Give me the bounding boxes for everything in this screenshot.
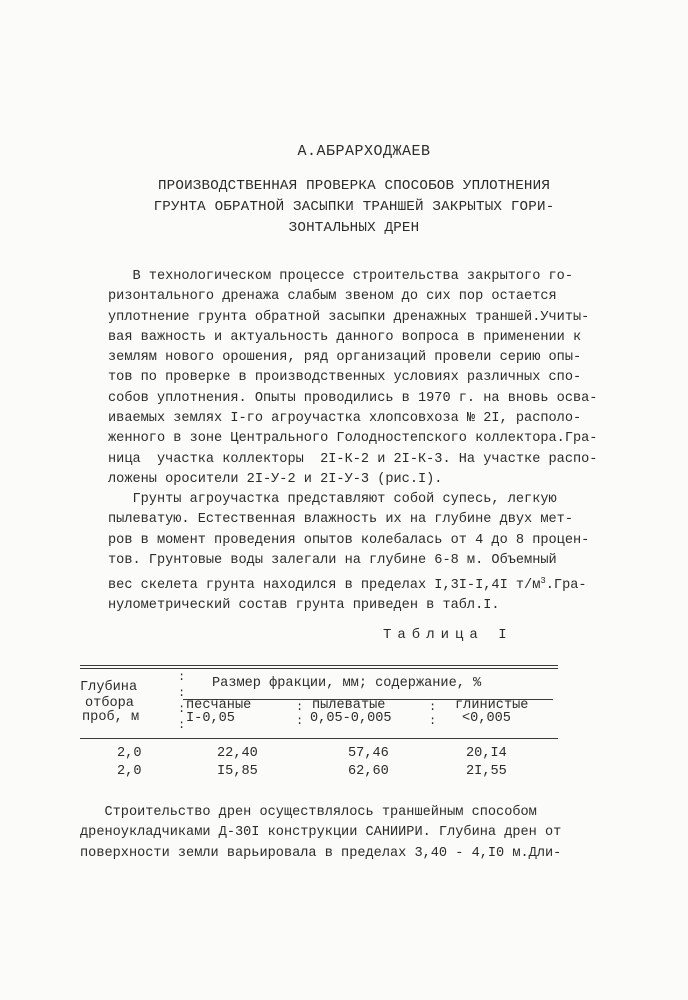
text-line: иваемых землях I-го агроучастка хлопсовхоза № 2I, располо- <box>108 411 582 427</box>
title-line: ПРОИЗВОДСТВЕННАЯ ПРОВЕРКА СПОСОБОВ УПЛОТНЕНИЯ <box>157 178 551 194</box>
author-name: А.АБРАРХОДЖАЕВ <box>297 143 431 160</box>
table-top-rule-double <box>80 668 558 669</box>
text-line: дреноукладчиками Д-30I конструкции САНИИРИ. Глубина дрен от <box>80 825 562 841</box>
column-separator: : <box>296 714 304 728</box>
paragraph-intro <box>108 267 598 490</box>
text-line: ров в момент проведения опытов колебалась от 4 до 8 процен- <box>108 532 590 548</box>
table-cell-silt: 57,46 <box>348 746 389 761</box>
table-cell-depth: 2,0 <box>117 764 142 779</box>
paragraph-soils <box>108 490 590 617</box>
text-line: ложены оросители 2I-У-2 и 2I-У-3 (рис.I). <box>108 471 443 487</box>
column-separator: : <box>178 686 186 700</box>
article-title <box>60 176 648 239</box>
table-header-bottom-rule <box>80 738 558 739</box>
text-line: ризонтального дренажа слабым звеном до сих пор остается <box>108 289 557 305</box>
title-line: ГРУНТА ОБРАТНОЙ ЗАСЫПКИ ТРАНШЕЙ ЗАКРЫТЫХ ГОРИ- <box>153 199 555 215</box>
superscript: 3 <box>540 576 546 587</box>
subheader-clay: глинистые <box>455 698 529 713</box>
table-cell-clay: 20,I4 <box>466 746 507 761</box>
table-caption: Таблица I <box>383 627 513 643</box>
subheader-silt-range: 0,05-0,005 <box>310 711 392 726</box>
text-line: собов уплотнения. Опыты проводились в 1970 г. на вновь осва- <box>108 390 598 406</box>
table-top-rule <box>80 665 558 666</box>
title-line: ЗОНТАЛЬНЫХ ДРЕН <box>288 220 420 236</box>
text-line: поверхности земли варьировала в пределах 3,40 - 4,I0 м.Дли- <box>80 845 562 861</box>
text-line: В технологическом процессе строительства закрытого го- <box>108 269 573 284</box>
text-line: землям нового орошения, ряд организаций провели серию опы- <box>108 350 582 366</box>
text-line: Строительство дрен осуществлялось траншейным способом <box>80 805 537 820</box>
column-separator: : <box>178 670 186 684</box>
text-line: Грунты агроучастка представляют собой супесь, легкую <box>108 492 557 507</box>
text-segment: .Гра- <box>545 578 587 594</box>
subheader-silt: пылеватые <box>312 698 386 713</box>
header-depth-line: проб, м <box>82 710 140 725</box>
table-cell-depth: 2,0 <box>117 746 142 761</box>
paragraph-construction <box>80 803 580 864</box>
column-separator: : <box>429 714 437 728</box>
text-line: уплотнение грунта обратной засыпки дренажных траншей.Учиты- <box>108 309 590 325</box>
column-separator: : <box>178 718 186 732</box>
subheader-sand-range: I-0,05 <box>186 711 235 726</box>
column-separator: : <box>296 700 304 714</box>
column-separator: : <box>429 700 437 714</box>
text-segment: вес скелета грунта находился в пределах I,3I-I,4I т/м <box>108 578 541 594</box>
text-line <box>108 571 587 596</box>
text-line: тов. Грунтовые воды залегали на глубине 6-8 м. Объемный <box>108 552 557 568</box>
table-cell-sand: 22,40 <box>217 746 258 761</box>
table-cell-clay: 2I,55 <box>466 764 507 779</box>
text-line: тов по проверке в производственных условиях различных спо- <box>108 370 582 386</box>
table-cell-silt: 62,60 <box>348 764 389 779</box>
header-fraction-group: Размер фракции, мм; содержание, % <box>212 676 482 691</box>
text-line: пылеватую. Естественная влажность их на глубине двух мет- <box>108 512 573 528</box>
subheader-clay-range: <0,005 <box>462 711 511 726</box>
header-depth-line: отбора <box>85 696 134 711</box>
text-line: вая важность и актуальность данного вопроса в применении к <box>108 329 582 345</box>
text-line: ница участка коллекторы 2I-К-2 и 2I-К-3. На участке распо- <box>108 451 598 467</box>
text-line: женного в зоне Центрального Голодностепского коллектора.Гра- <box>108 431 598 447</box>
subheader-sand: песчаные <box>186 698 252 713</box>
text-line: нулометрический состав грунта приведен в табл.I. <box>108 598 500 614</box>
column-separator: : <box>178 702 186 716</box>
header-depth-line: Глубина <box>80 680 138 695</box>
table-cell-sand: I5,85 <box>217 764 258 779</box>
